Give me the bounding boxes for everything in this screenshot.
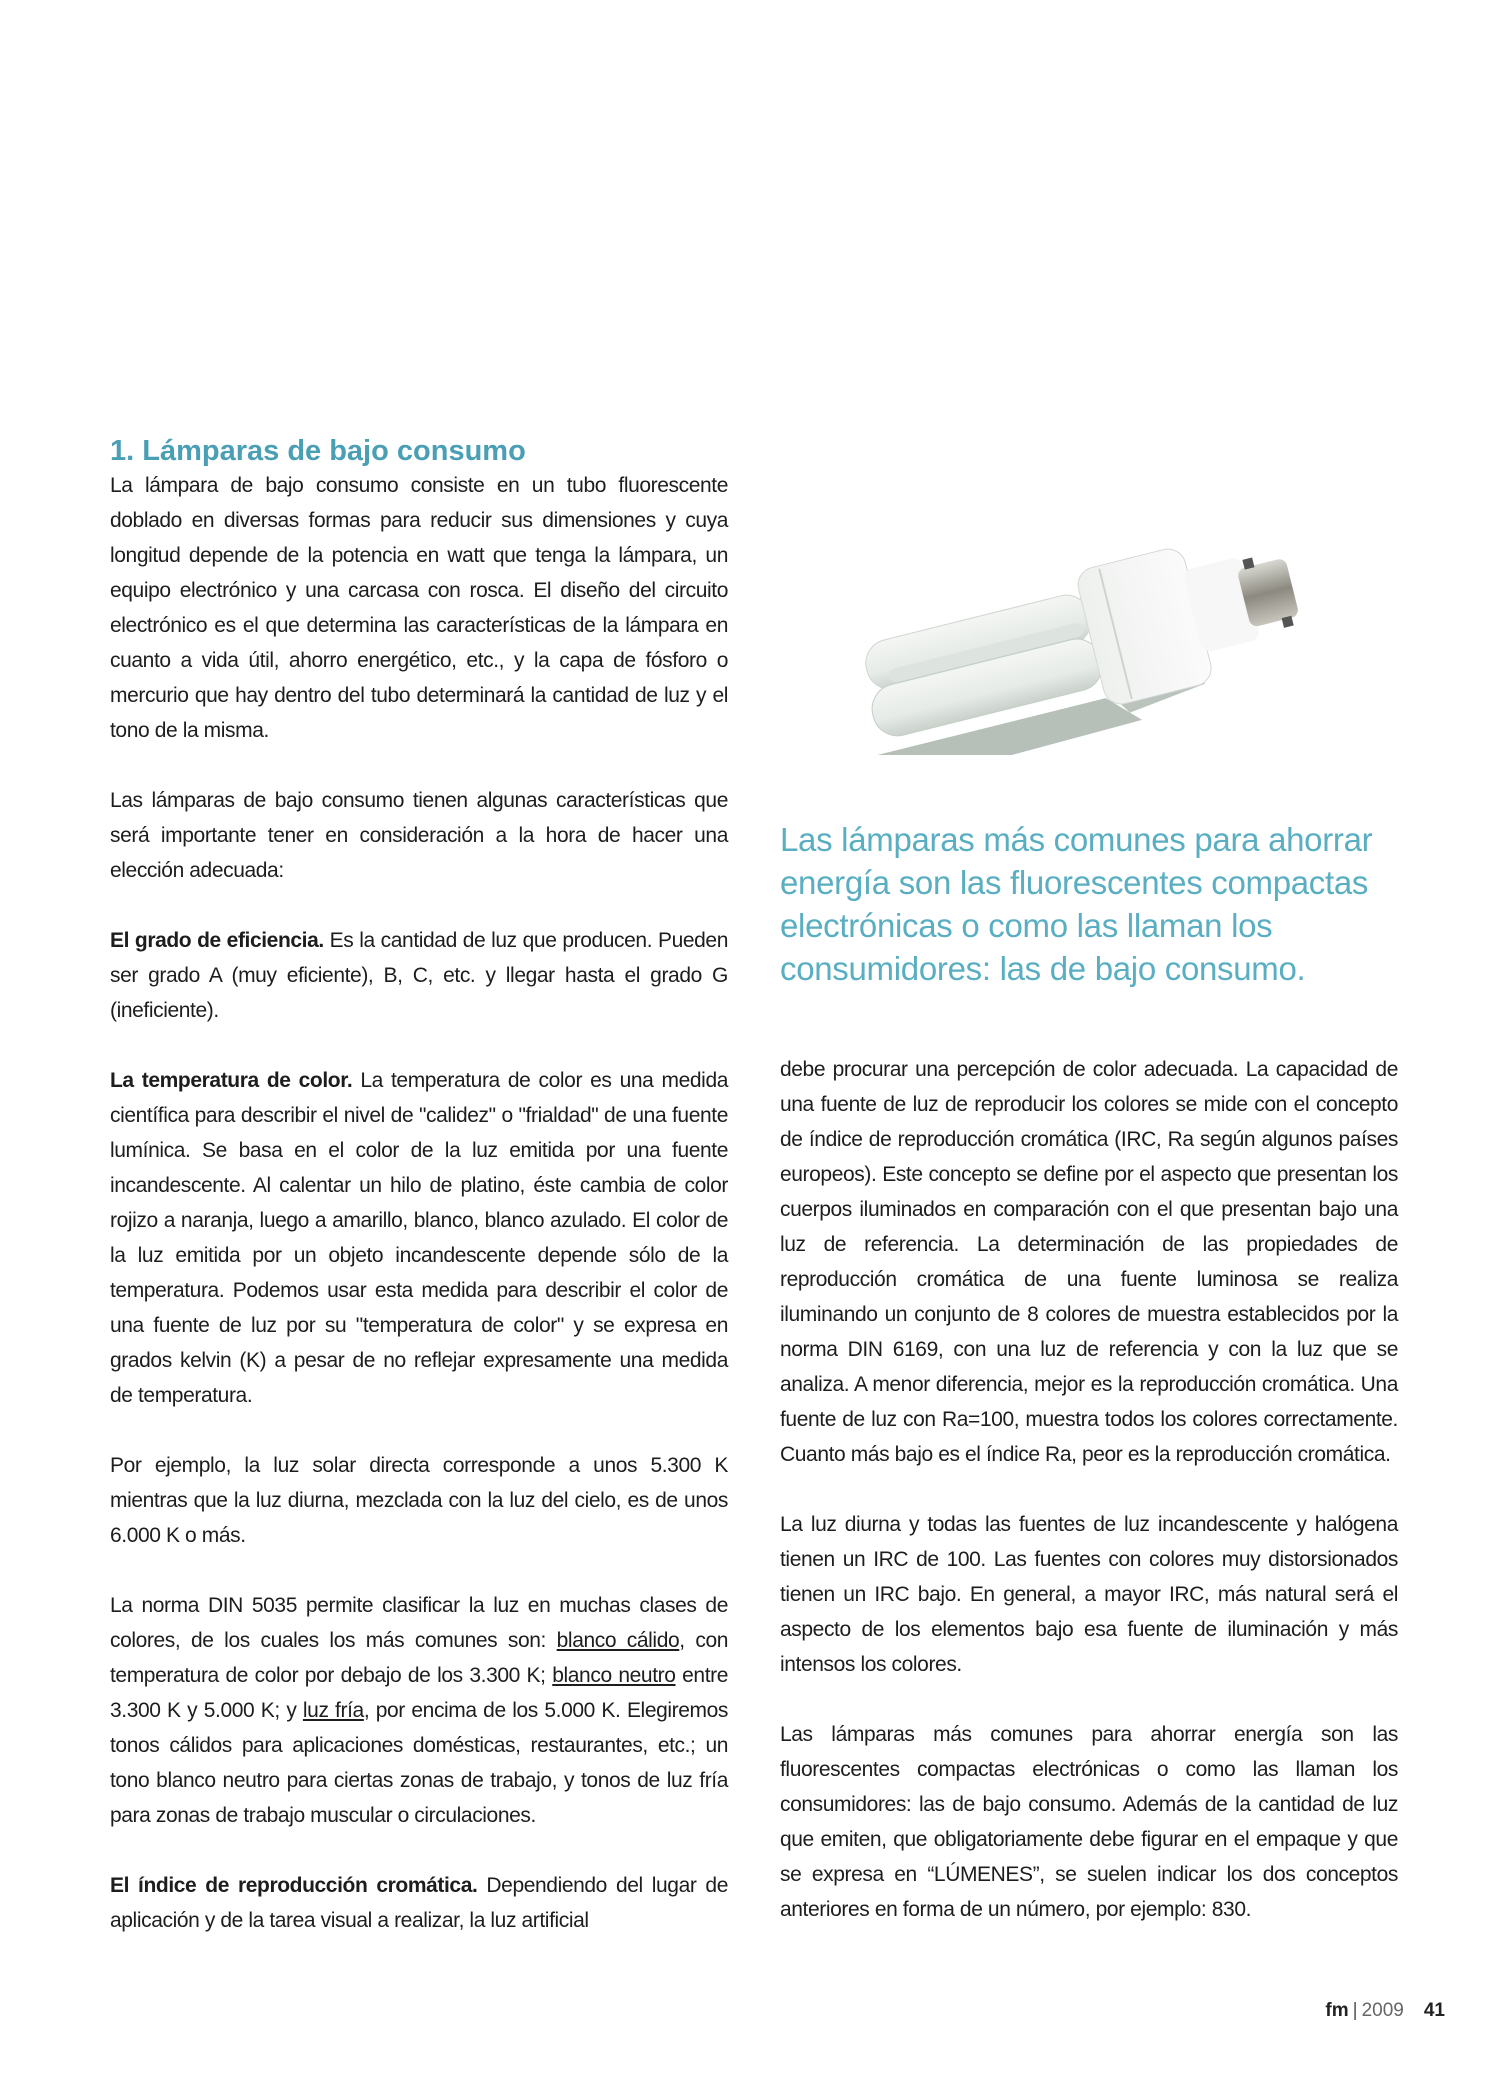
right-column: [780, 1052, 1398, 1962]
paragraph-characteristics: Las lámparas de bajo consumo tienen algunas características que será importante tener en consideración a la hora de hacer una elección adecuada:: [110, 789, 728, 882]
term-blanco-neutro: blanco neutro: [552, 1664, 676, 1687]
paragraph-daylight-irc: La luz diurna y todas las fuentes de luz incandescente y halógena tienen un IRC de 100. Las fuentes con colores muy distorsionados tienen un IRC bajo. En general, a mayor IRC, más natural será el aspecto de los elementos bajo esa fuente de iluminación y más intensos los colores.: [780, 1513, 1398, 1676]
paragraph-din5035: [110, 1588, 728, 1833]
left-column: [110, 432, 728, 1973]
color-temperature-body: La temperatura de color es una medida científica para describir el nivel de "calidez" o "frialdad" de una fuente lumínica. Se basa en el color de la luz emitida por una fuente incandescente. Al calentar un hilo de platino, éste cambia de color rojizo a naranja, luego a amarillo, blanco, blanco azulado. El color de la luz emitida por un objeto incandescente depende sólo de la temperatura. Podemos usar esta medida para describir el color de una fuente de luz por su "temperatura de color" y se expresa en grados kelvin (K) a pesar de no reflejar expresamente una medida de temperatura.: [110, 1069, 728, 1407]
paragraph-intro: La lámpara de bajo consumo consiste en un tubo fluorescente doblado en diversas formas para reducir sus dimensiones y cuya longitud depende de la potencia en watt que tenga la lámpara, un equipo electrónico y una carcasa con rosca. El diseño del circuito electrónico es el que determina las características de la lámpara en cuanto a vida útil, ahorro energético, etc., y la capa de fósforo o mercurio que hay dentro del tubo determinará la cantidad de luz y el tono de la misma.: [110, 474, 728, 742]
page-footer: [1325, 2000, 1445, 2022]
pull-quote: Las lámparas más comunes para ahorrar energía son las fluorescentes compactas electrónicas o como las llaman los consumidores: las de bajo consumo.: [780, 821, 1373, 987]
din-text-d: , por encima de los 5.000 K. Elegiremos tonos cálidos para aplicaciones domésticas, restaurantes, etc.; un tono blanco neutro para ciertas zonas de trabajo, y tonos de luz fría para zonas de trabajo muscular o circulaciones.: [110, 1699, 728, 1827]
cri-body: Dependiendo del lugar de aplicación y de la tarea visual a realizar, la luz artificial: [110, 1874, 728, 1932]
paragraph-lumens: Las lámparas más comunes para ahorrar energía son las fluorescentes compactas electrónicas o como las llaman los consumidores: las de bajo consumo. Además de la cantidad de luz que emiten, que obligatoriamente debe figurar en el empaque y que se expresa en “LÚMENES”, se suelen indicar los dos conceptos anteriores en forma de un número, por ejemplo: 830.: [780, 1723, 1398, 1921]
page-number: 41: [1423, 2000, 1445, 2021]
issue-year: 2009: [1361, 2000, 1404, 2021]
paragraph-efficiency: [110, 923, 728, 1028]
color-temperature-lead: La temperatura de color.: [110, 1069, 353, 1092]
section-heading: 1. Lámparas de bajo consumo: [110, 435, 526, 467]
paragraph-color-temperature: [110, 1063, 728, 1413]
lamp-photo: [790, 495, 1390, 755]
din-text-b: , con temperatura de color por debajo de los 3.300 K;: [110, 1629, 729, 1687]
din-text-c: entre 3.300 K y 5.000 K; y: [110, 1664, 729, 1722]
cri-lead: El índice de reproducción cromática.: [110, 1874, 478, 1897]
din-text-a: La norma DIN 5035 permite clasificar la luz en muchas clases de colores, de los cuales los más comunes son:: [110, 1594, 728, 1652]
term-luz-fria: luz fría: [302, 1699, 364, 1722]
compact-fluorescent-lamp-icon: [790, 495, 1390, 755]
paragraph-example: Por ejemplo, la luz solar directa corresponde a unos 5.300 K mientras que la luz diurna, mezclada con la luz del cielo, es de unos 6.000 K o más.: [110, 1454, 728, 1547]
footer-separator: |: [1352, 2000, 1358, 2021]
efficiency-lead: El grado de eficiencia.: [110, 929, 324, 952]
paragraph-cri: [110, 1868, 728, 1938]
term-blanco-calido: blanco cálido: [556, 1629, 680, 1652]
efficiency-body: Es la cantidad de luz que producen. Pueden ser grado A (muy eficiente), B, C, etc. y llegar hasta el grado G (ineficiente).: [110, 929, 728, 1022]
magazine-brand: fm: [1325, 2000, 1349, 2021]
paragraph-cri-continued: debe procurar una percepción de color adecuada. La capacidad de una fuente de luz de reproducir los colores se mide con el concepto de índice de reproducción cromática (IRC, Ra según algunos países europeos). Este concepto se define por el aspecto que presentan los cuerpos iluminados en comparación con el que presentan bajo una luz de referencia. La determinación de las propiedades de reproducción cromática de una fuente luminosa se realiza iluminando un conjunto de 8 colores de muestra establecidos por la norma DIN 6169, con una luz de referencia y con la luz que se analiza. A menor diferencia, mejor es la reproducción cromática. Una fuente de luz con Ra=100, muestra todos los colores correctamente. Cuanto más bajo es el índice Ra, peor es la reproducción cromática.: [780, 1058, 1398, 1466]
